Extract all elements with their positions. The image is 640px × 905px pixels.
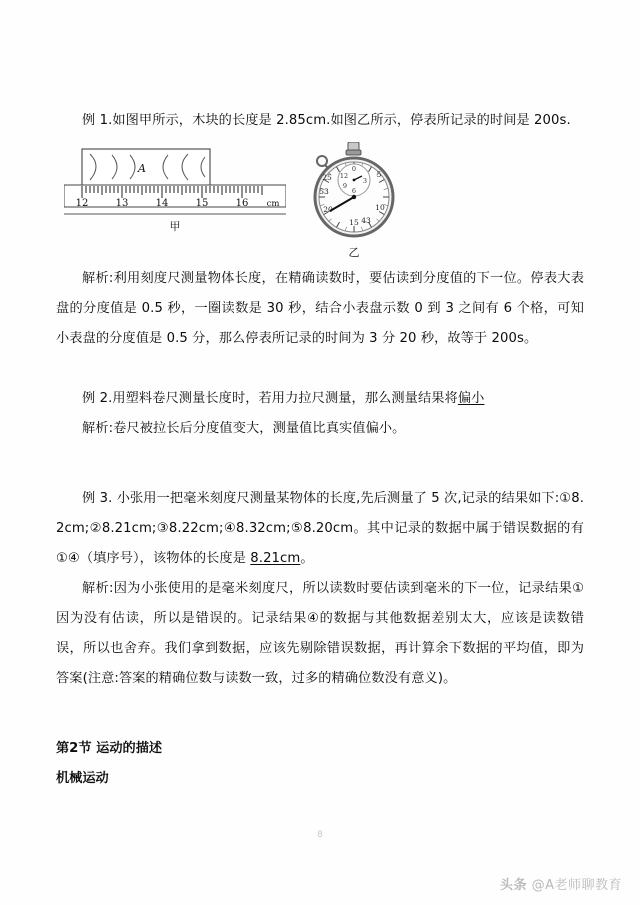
example-3-question xyxy=(56,484,584,574)
page-content xyxy=(56,106,584,794)
footer-watermark xyxy=(500,874,622,893)
page-number: 8 xyxy=(317,830,323,840)
spacer xyxy=(56,354,584,384)
example-3-analysis: 解析:因为小张使用的是毫米刻度尺，所以读数时要估读到毫米的下一位，记录结果①因为没有估读，所以是错误的。记录结果④的数据与其他数据差别太大，应该是读数错误，所以也舍弃。我们拿到数据，应该先剔除错误数据，再计算余下数据的平均值，即为答案(注意:答案的精确位数与读数一致，过多的精确位数没有意义)。 xyxy=(56,581,584,686)
footer-brand: 头条 xyxy=(499,878,527,893)
stopwatch-outer-label: 15 xyxy=(349,218,359,227)
example-2-answer-blank: 偏小 xyxy=(457,391,485,406)
example-3-question-text: 例 3. 小张用一把毫米刻度尺测量某物体的长度,先后测量了 5 次,记录的结果如下:①8.2cm;②8.21cm;③8.22cm;④8.32cm;⑤8.20cm。其中记录的数据中属于错误数据的有①④（填序号），该物体的长度是 xyxy=(56,491,584,566)
example-3-answer-suffix: 。 xyxy=(300,551,314,566)
ruler-tick-label: 14 xyxy=(155,198,169,209)
stopwatch-inner-label: 0 xyxy=(351,165,357,173)
stopwatch-figure-caption: 乙 xyxy=(348,246,360,259)
section-subtitle: 机械运动 xyxy=(56,771,109,786)
example-3-answer-blank: 8.21cm xyxy=(250,551,301,566)
stopwatch-inner-label: 3 xyxy=(362,177,368,185)
footer-handle: @A老师聊教育 xyxy=(531,878,622,893)
example-2-question xyxy=(56,384,584,414)
example-1-question: 例 1.如图甲所示，木块的长度是 2.85cm.如图乙所示，停表所记录的时间是 200s. xyxy=(82,113,571,128)
stopwatch-outer-label: 43 xyxy=(361,216,371,225)
stopwatch-inner-label: 6 xyxy=(351,187,357,195)
ruler-figure xyxy=(64,146,286,234)
stopwatch-inner-label: 9 xyxy=(342,182,348,190)
ruler-tick-label: 16 xyxy=(235,198,249,209)
example-1-analysis: 解析:利用刻度尺测量物体长度，在精确读数时，要估读到分度值的下一位。停表大表盘的分度值是 0.5 秒，一圈读数是 30 秒，结合小表盘示数 0 到 3 之间有 6 个格，可知小表盘的分度值是 0.5 分，那么停表所记录的时间为 3 分 20 秒，故等于 200s。 xyxy=(56,271,584,346)
spacer xyxy=(56,444,584,484)
example-2-analysis: 解析:卷尺被拉长后分度值变大，测量值比真实值偏小。 xyxy=(82,421,406,436)
stopwatch-outer-label: 20 xyxy=(323,205,333,214)
ruler-tick-label: 15 xyxy=(195,198,209,209)
stopwatch-inner-label: 12 xyxy=(339,172,349,180)
stopwatch-outer-label: 10 xyxy=(375,203,385,212)
figure-row xyxy=(56,146,584,264)
ruler-tick-label: 13 xyxy=(115,198,129,209)
stopwatch-icon xyxy=(300,142,408,242)
stopwatch-outer-label: 53 xyxy=(319,187,329,196)
ruler-unit-label: cm xyxy=(266,199,280,209)
example-2-question-text: 例 2.用塑料卷尺测量长度时，若用力拉尺测量，那么测量结果将 xyxy=(82,391,458,406)
ruler-figure-caption: 甲 xyxy=(169,220,181,233)
stopwatch-outer-label: 5 xyxy=(376,170,382,179)
spacer xyxy=(56,694,584,734)
stopwatch-outer-label: 25 xyxy=(322,173,332,182)
ruler-block-label: A xyxy=(138,162,146,175)
stopwatch-figure xyxy=(300,142,408,260)
section-title: 第2节 运动的描述 xyxy=(56,741,163,756)
ruler-tick-label: 12 xyxy=(75,198,89,209)
ruler-diagram-icon xyxy=(64,146,286,220)
